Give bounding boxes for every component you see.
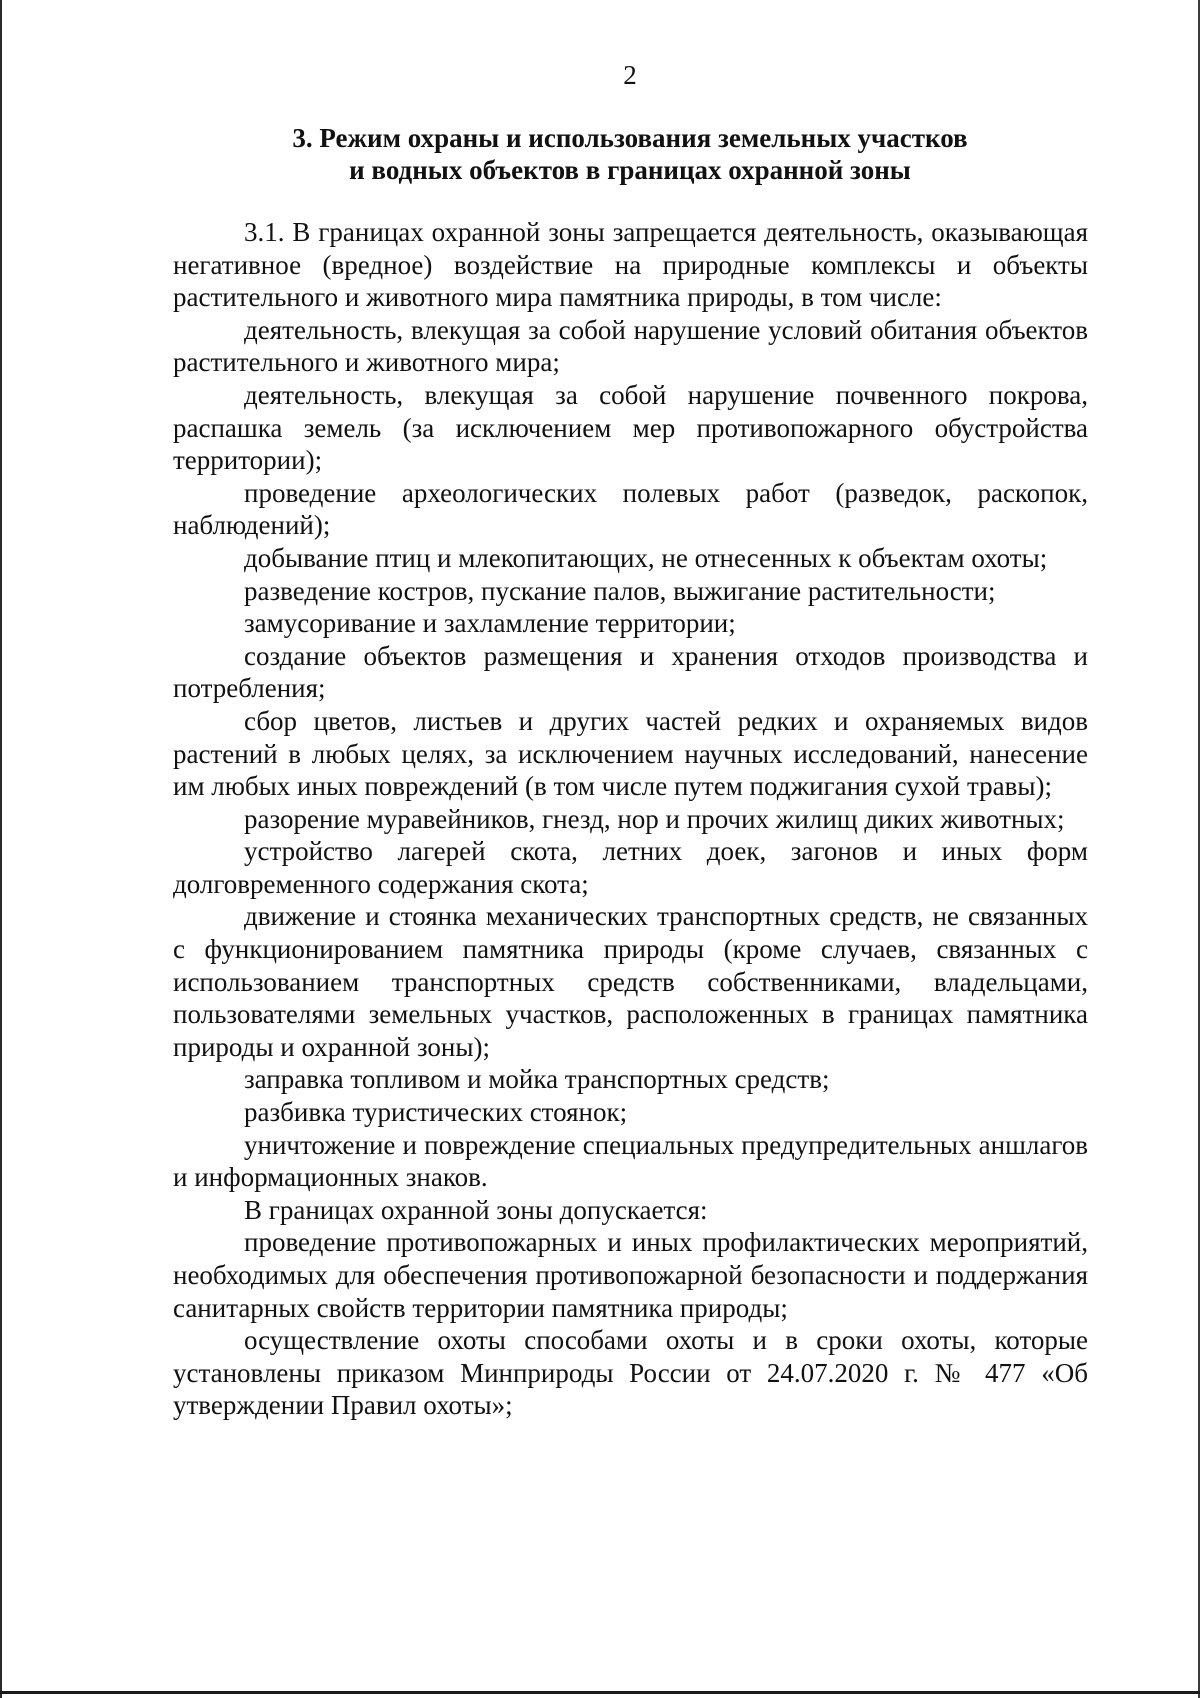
document-body [173,216,1088,1422]
section-heading [172,122,1088,186]
list-item-archaeology: проведение археологических полевых работ (разведок, раскопок, наблюдений); [173,477,1088,541]
list-item-vehicles: движение и стоянка механических транспортных средств, не связанных с функционированием памятника природы (кроме случаев, связанных с использованием транспортных средств собственниками, владельцами, пользователями земельных участков, расположенных в границах памятника природы и охранной зоны); [173,901,1088,1062]
list-item-soil: деятельность, влекущая за собой нарушение почвенного покрова, распашка земель (за исключением мер противопожарного обустройства территории); [173,379,1088,476]
section-heading-line-1: 3. Режим охраны и использования земельных участков [292,123,968,153]
list-item-waste: создание объектов размещения и хранения отходов производства и потребления; [173,640,1088,704]
list-item-refueling: заправка топливом и мойка транспортных средств; [244,1064,830,1095]
section-heading-line-2: и водных объектов в границах охранной зоны [349,155,911,185]
list-item-fires: разведение костров, пускание палов, выжигание растительности; [244,575,996,606]
list-item-fire-prevention: проведение противопожарных и иных профилактических мероприятий, необходимых для обеспечения противопожарной безопасности и поддержания санитарных свойств территории памятника природы; [173,1227,1088,1323]
list-item-plants: сбор цветов, листьев и других частей редких и охраняемых видов растений в любых целях, за исключением научных исследований, нанесение им любых иных повреждений (в том числе путем поджигания сухой травы); [173,705,1088,802]
page-number: 2 [623,60,637,90]
list-item-livestock: устройство лагерей скота, летних доек, загонов и иных форм долговременного содержания скота; [173,836,1088,899]
list-item-hunting-birds: добывание птиц и млекопитающих, не отнесенных к объектам охоты; [244,542,1048,573]
list-item-littering: замусоривание и захламление территории; [244,608,736,639]
scan-edge-left [0,0,2,1698]
list-item-hunting: осуществление охоты способами охоты и в сроки охоты, которые установлены приказом Минприроды России от 24.07.2020 г. № 477 «Об утверждении Правил охоты»; [173,1325,1088,1421]
scan-edge-bottom [0,1691,1200,1694]
paragraph-3-1: 3.1. В границах охранной зоны запрещается деятельность, оказывающая негативное (вредное) воздействие на природные комплексы и объекты растительного и животного мира памятника природы, в том числе: [173,217,1088,313]
list-item-nests: разорение муравейников, гнезд, нор и прочих жилищ диких животных; [244,803,1065,834]
list-item-signs: уничтожение и повреждение специальных предупредительных аншлагов и информационных знаков. [173,1129,1088,1193]
list-item-camps: разбивка туристических стоянок; [244,1097,628,1128]
list-item-habitat: деятельность, влекущая за собой нарушение условий обитания объектов растительного и животного мира; [173,314,1088,378]
paragraph-allowed: В границах охранной зоны допускается: [244,1194,708,1225]
